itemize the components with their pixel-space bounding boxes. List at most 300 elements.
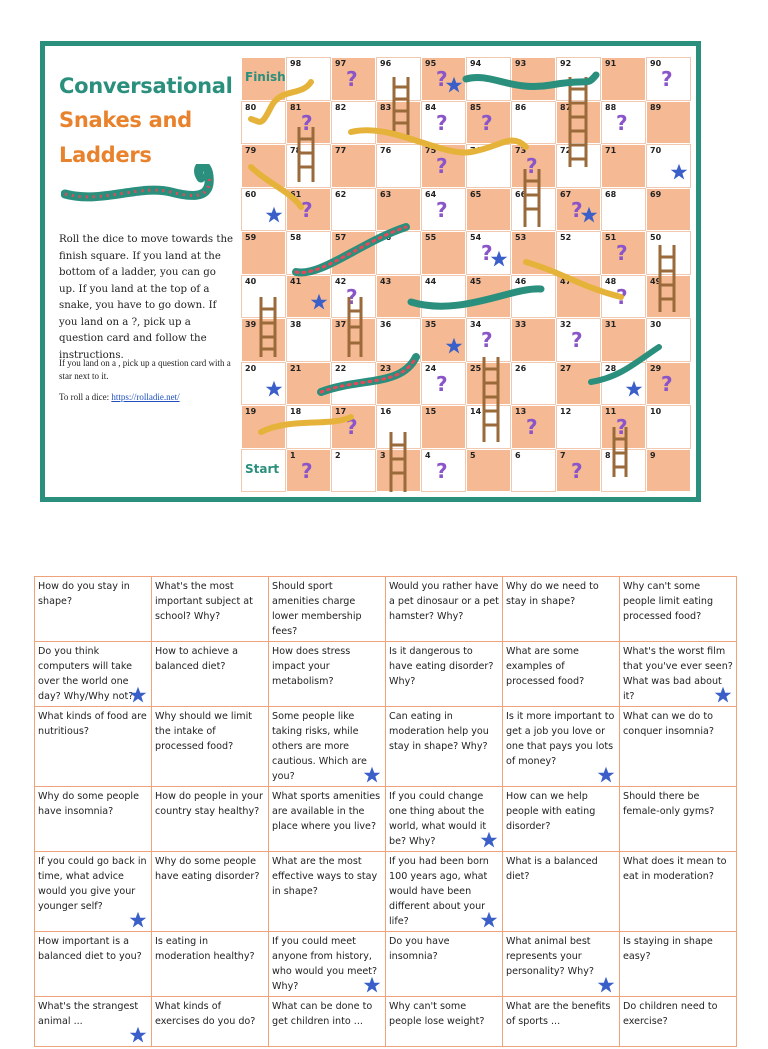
square-number: 80: [245, 102, 257, 112]
board-square: [556, 362, 601, 406]
square-number: 12: [560, 407, 572, 416]
square-number: 7: [560, 450, 566, 460]
question-row: [35, 577, 737, 642]
question-mark-icon: ?: [436, 67, 448, 91]
board-square: [376, 362, 421, 406]
dice-note-prefix: To roll a dice:: [59, 392, 112, 402]
board-square: [646, 275, 691, 319]
square-number: 40: [245, 276, 257, 286]
board-square: [601, 188, 646, 232]
board-square: [421, 101, 466, 145]
square-number: 5: [470, 450, 476, 460]
square-number: 53: [515, 233, 527, 242]
board-square: [556, 231, 601, 275]
question-mark-icon: ?: [346, 284, 358, 309]
square-number: 62: [335, 189, 347, 199]
square-number: 46: [515, 276, 527, 286]
game-board-card: [40, 41, 701, 502]
board-square: [241, 188, 286, 232]
square-number: 93: [515, 59, 527, 68]
board-square: [646, 405, 691, 449]
question-card: [269, 577, 386, 642]
board-square: [286, 101, 331, 145]
question-card: [386, 997, 503, 1047]
square-number: 22: [335, 363, 347, 373]
square-number: 1: [290, 450, 296, 460]
board-square: [331, 101, 376, 145]
square-number: 94: [470, 59, 482, 68]
board-square: [511, 57, 556, 101]
question-card: [620, 642, 737, 707]
question-text: If you had been born 100 years ago, what would have been different about your life?: [389, 856, 489, 927]
star-icon: [129, 911, 147, 929]
star-icon: [480, 911, 498, 929]
question-card: [503, 787, 620, 852]
question-card: [152, 932, 269, 997]
question-card: [620, 852, 737, 932]
square-number: 42: [335, 276, 347, 286]
finish-label: Finish: [245, 70, 286, 84]
question-text: What can be done to get children into ...: [272, 1001, 373, 1027]
question-text: What kinds of food are nutritious?: [38, 711, 147, 737]
board-square: [511, 101, 556, 145]
square-number: 85: [470, 102, 482, 112]
board-square: [286, 405, 331, 449]
square-number: 90: [650, 59, 662, 68]
question-text: If you could go back in time, what advice would you give your younger self?: [38, 856, 147, 912]
square-number: 38: [290, 320, 302, 329]
question-text: Why can't some people lose weight?: [389, 1001, 485, 1027]
square-number: 31: [605, 320, 617, 329]
board-square: [601, 231, 646, 275]
square-number: 44: [425, 276, 437, 286]
board-square: [331, 231, 376, 275]
square-number: 26: [515, 363, 527, 373]
title-line-3: Ladders: [59, 143, 152, 167]
square-number: 59: [245, 233, 257, 242]
board-square: [601, 144, 646, 188]
board-square: [376, 275, 421, 319]
square-number: 32: [560, 320, 572, 329]
square-number: 95: [425, 59, 437, 68]
question-row: [35, 852, 737, 932]
square-number: 98: [290, 59, 302, 68]
square-number: 69: [650, 189, 662, 199]
board-square: [376, 188, 421, 232]
square-number: 77: [335, 146, 347, 155]
square-number: 52: [560, 233, 572, 242]
question-mark-icon: ?: [616, 110, 628, 135]
board-square: [421, 231, 466, 275]
board-square: [556, 188, 601, 232]
dice-note: [59, 392, 235, 402]
question-mark-icon: ?: [301, 197, 313, 222]
square-number: 79: [245, 146, 257, 155]
question-mark-icon: ?: [616, 241, 628, 265]
board-square: [421, 405, 466, 449]
board-square: [241, 231, 286, 275]
board-square: [376, 231, 421, 275]
square-number: 73: [515, 146, 527, 155]
board-square: [466, 405, 511, 449]
square-number: 3: [380, 450, 386, 460]
start-label: Start: [245, 461, 280, 476]
question-text: Why do some people have eating disorder?: [155, 856, 260, 882]
board-square: [646, 101, 691, 145]
square-number: 60: [245, 189, 257, 199]
board-grid: [241, 57, 691, 492]
question-text: What are the benefits of sports ...: [506, 1001, 611, 1027]
square-number: 75: [425, 146, 437, 155]
question-card: [35, 642, 152, 707]
question-text: How do people in your country stay healthy?: [155, 791, 263, 817]
question-text: Do you think computers will take over the world one day? Why/Why not?: [38, 646, 134, 702]
square-number: 72: [560, 146, 572, 155]
board-square: [556, 57, 601, 101]
question-card: [35, 787, 152, 852]
board-square: [241, 449, 286, 493]
star-icon: [265, 380, 283, 402]
board-square: [421, 144, 466, 188]
question-text: What is a balanced diet?: [506, 856, 598, 882]
question-text: Why do some people have insomnia?: [38, 791, 139, 817]
board-square: [601, 449, 646, 493]
question-text: How to achieve a balanced diet?: [155, 646, 238, 672]
square-number: 64: [425, 189, 437, 199]
square-number: 84: [425, 102, 437, 112]
board-square: [241, 57, 286, 101]
square-number: 36: [380, 320, 392, 329]
star-icon: [490, 250, 508, 272]
title-line-2: Snakes and: [59, 108, 192, 132]
question-card: [503, 577, 620, 642]
question-text: What animal best represents your personality? Why?: [506, 936, 595, 977]
board-square: [331, 405, 376, 449]
square-number: 2: [335, 450, 341, 460]
board-square: [421, 362, 466, 406]
board-square: [286, 231, 331, 275]
question-card: [386, 577, 503, 642]
question-mark-icon: ?: [436, 154, 448, 178]
square-number: 10: [650, 407, 662, 416]
question-mark-icon: ?: [436, 110, 448, 135]
question-card: [152, 787, 269, 852]
question-mark-icon: ?: [571, 328, 583, 352]
square-number: 97: [335, 59, 347, 68]
board-square: [511, 405, 556, 449]
board-square: [331, 57, 376, 101]
board-square: [286, 318, 331, 362]
square-number: 89: [650, 102, 662, 112]
square-number: 55: [425, 233, 437, 242]
question-card: [269, 787, 386, 852]
square-number: 74: [470, 146, 482, 155]
question-text: If you could meet anyone from history, who would you meet? Why?: [272, 936, 378, 992]
question-card: [386, 787, 503, 852]
question-mark-icon: ?: [301, 110, 313, 135]
question-card: [152, 852, 269, 932]
question-mark-icon: ?: [481, 110, 493, 135]
board-square: [556, 275, 601, 319]
square-number: 17: [335, 407, 347, 416]
board-grid-wrap: [241, 57, 691, 492]
square-number: 34: [470, 320, 482, 329]
board-square: [556, 405, 601, 449]
square-number: 18: [290, 407, 302, 416]
square-number: 96: [380, 59, 392, 68]
question-card: [620, 787, 737, 852]
question-card: [269, 707, 386, 787]
star-icon: [129, 1026, 147, 1044]
square-number: 49: [650, 276, 662, 286]
question-text: How does stress impact your metabolism?: [272, 646, 351, 687]
question-text: Why should we limit the intake of processed food?: [155, 711, 253, 752]
question-card: [152, 577, 269, 642]
title-snake-icon: [61, 164, 221, 204]
question-text: What sports amenities are available in the place where you live?: [272, 791, 381, 832]
square-number: 35: [425, 320, 437, 329]
question-text: What can we do to conquer insomnia?: [623, 711, 714, 737]
square-number: 65: [470, 189, 482, 199]
question-text: Can eating in moderation help you stay in shape? Why?: [389, 711, 489, 752]
question-card: [35, 707, 152, 787]
question-text: Is eating in moderation healthy?: [155, 936, 255, 962]
board-square: [331, 275, 376, 319]
question-card: [386, 852, 503, 932]
board-square: [601, 275, 646, 319]
board-square: [511, 188, 556, 232]
star-icon: [363, 766, 381, 784]
board-square: [646, 231, 691, 275]
square-number: 15: [425, 407, 437, 416]
star-icon: [265, 206, 283, 228]
star-icon: [580, 206, 598, 228]
star-icon: [129, 686, 147, 704]
star-icon: [597, 766, 615, 784]
board-square: [511, 318, 556, 362]
square-number: 58: [290, 233, 302, 242]
square-number: 76: [380, 146, 392, 155]
square-number: 4: [425, 450, 431, 460]
board-square: [511, 231, 556, 275]
dice-link[interactable]: https://rolladie.net/: [111, 392, 180, 402]
question-mark-icon: ?: [481, 328, 493, 352]
board-square: [331, 144, 376, 188]
question-card: [503, 997, 620, 1047]
question-text: What are some examples of processed food?: [506, 646, 585, 687]
board-square: [601, 362, 646, 406]
board-square: [286, 275, 331, 319]
board-square: [601, 101, 646, 145]
question-card: [386, 642, 503, 707]
board-square: [466, 275, 511, 319]
board-square: [556, 449, 601, 493]
question-text: Should sport amenities charge lower membership fees?: [272, 581, 362, 637]
question-row: [35, 997, 737, 1047]
square-number: 61: [290, 189, 302, 199]
square-number: 91: [605, 59, 617, 68]
square-number: 51: [605, 233, 617, 242]
square-number: 43: [380, 276, 392, 286]
question-card: [620, 707, 737, 787]
star-icon: [670, 163, 688, 185]
question-text: What's the most important subject at school? Why?: [155, 581, 253, 622]
square-number: 20: [245, 363, 257, 373]
question-card: [35, 852, 152, 932]
board-square: [466, 188, 511, 232]
question-row: [35, 787, 737, 852]
board-square: [376, 405, 421, 449]
question-text: What kinds of exercises do you do?: [155, 1001, 256, 1027]
question-mark-icon: ?: [661, 67, 673, 91]
square-number: 66: [515, 189, 527, 199]
square-number: 50: [650, 233, 662, 242]
square-number: 14: [470, 407, 482, 416]
square-number: 45: [470, 276, 482, 286]
board-square: [286, 144, 331, 188]
question-text: Should there be female-only gyms?: [623, 791, 715, 817]
board-square: [331, 318, 376, 362]
square-number: 9: [650, 450, 656, 460]
board-square: [601, 405, 646, 449]
board-square: [511, 362, 556, 406]
square-number: 33: [515, 320, 527, 329]
star-icon: [714, 686, 732, 704]
question-text: Do children need to exercise?: [623, 1001, 718, 1027]
question-card: [503, 932, 620, 997]
question-card: [35, 932, 152, 997]
board-square: [286, 362, 331, 406]
square-number: 70: [650, 146, 662, 155]
board-square: [556, 144, 601, 188]
board-square: [466, 57, 511, 101]
question-mark-icon: ?: [436, 371, 448, 396]
square-number: 48: [605, 276, 617, 286]
board-square: [331, 188, 376, 232]
question-mark-icon: ?: [616, 415, 628, 439]
board-square: [646, 144, 691, 188]
board-square: [466, 144, 511, 188]
question-mark-icon: ?: [346, 415, 358, 439]
square-number: 8: [605, 450, 611, 460]
board-square: [331, 362, 376, 406]
square-number: 54: [470, 233, 482, 242]
square-number: 11: [605, 407, 617, 416]
question-text: What are the most effective ways to stay in shape?: [272, 856, 378, 897]
question-text: Why do we need to stay in shape?: [506, 581, 599, 607]
question-mark-icon: ?: [526, 154, 538, 178]
star-icon: [625, 380, 643, 402]
star-icon: [445, 337, 463, 359]
question-card: [386, 707, 503, 787]
board-square: [421, 449, 466, 493]
star-icon: [480, 831, 498, 849]
instructions-text: Roll the dice to move towards the finish square. If you land at the bottom of a ladder, you can go up. If you land at the top of a snake, you have to go down. If you land on a ?, pick up a question card and follow the instructions.: [59, 234, 234, 361]
question-text: How do you stay in shape?: [38, 581, 130, 607]
board-square: [376, 449, 421, 493]
question-row: [35, 707, 737, 787]
square-number: 63: [380, 189, 392, 199]
question-row: [35, 642, 737, 707]
star-icon: [363, 976, 381, 994]
question-mark-icon: ?: [436, 458, 448, 483]
question-mark-icon: ?: [481, 241, 493, 265]
question-text: Some people like taking risks, while others are more cautious. Which are you?: [272, 711, 367, 782]
question-card: [503, 852, 620, 932]
square-number: 83: [380, 102, 392, 112]
square-number: 24: [425, 363, 437, 373]
board-square: [466, 449, 511, 493]
square-number: 23: [380, 363, 392, 373]
board-square: [421, 275, 466, 319]
board-square: [241, 405, 286, 449]
board-square: [331, 449, 376, 493]
board-square: [286, 449, 331, 493]
square-number: 71: [605, 146, 617, 155]
board-square: [646, 449, 691, 493]
square-number: 67: [560, 189, 572, 199]
square-number: 92: [560, 59, 572, 68]
board-square: [241, 144, 286, 188]
board-square: [466, 101, 511, 145]
question-text: If you could change one thing about the world, what would it be? Why?: [389, 791, 487, 847]
square-number: 68: [605, 189, 617, 199]
question-mark-icon: ?: [346, 67, 358, 91]
square-number: 21: [290, 363, 302, 373]
question-card: [503, 642, 620, 707]
question-row: [35, 932, 737, 997]
board-square: [556, 318, 601, 362]
question-text: How can we help people with eating disorder?: [506, 791, 596, 832]
question-card: [152, 707, 269, 787]
square-number: 47: [560, 276, 572, 286]
board-square: [286, 57, 331, 101]
square-number: 87: [560, 102, 572, 112]
square-number: 37: [335, 320, 347, 329]
question-card: [35, 577, 152, 642]
star-icon: [310, 293, 328, 315]
question-mark-icon: ?: [661, 371, 673, 396]
board-square: [376, 57, 421, 101]
square-number: 13: [515, 407, 527, 416]
square-number: 39: [245, 320, 257, 329]
square-number: 88: [605, 102, 617, 112]
board-square: [241, 101, 286, 145]
rules-panel: [45, 46, 237, 497]
question-cards-table: [34, 576, 737, 1047]
question-text: How important is a balanced diet to you?: [38, 936, 142, 962]
board-square: [466, 231, 511, 275]
question-text: Why can't some people limit eating processed food?: [623, 581, 714, 622]
question-text: What's the worst film that you've ever seen? What was bad about it?: [623, 646, 733, 702]
board-square: [376, 101, 421, 145]
question-card: [620, 997, 737, 1047]
square-number: 86: [515, 102, 527, 112]
question-card: [620, 932, 737, 997]
title-line-1: Conversational: [59, 74, 233, 98]
question-text: Is staying in shape easy?: [623, 936, 713, 962]
board-square: [646, 57, 691, 101]
board-square: [466, 362, 511, 406]
question-mark-icon: ?: [571, 197, 583, 222]
board-square: [241, 318, 286, 362]
board-square: [556, 101, 601, 145]
question-card: [152, 997, 269, 1047]
square-number: 81: [290, 102, 302, 112]
square-number: 78: [290, 146, 302, 155]
question-text: Is it dangerous to have eating disorder? Why?: [389, 646, 494, 687]
question-mark-icon: ?: [616, 284, 628, 309]
